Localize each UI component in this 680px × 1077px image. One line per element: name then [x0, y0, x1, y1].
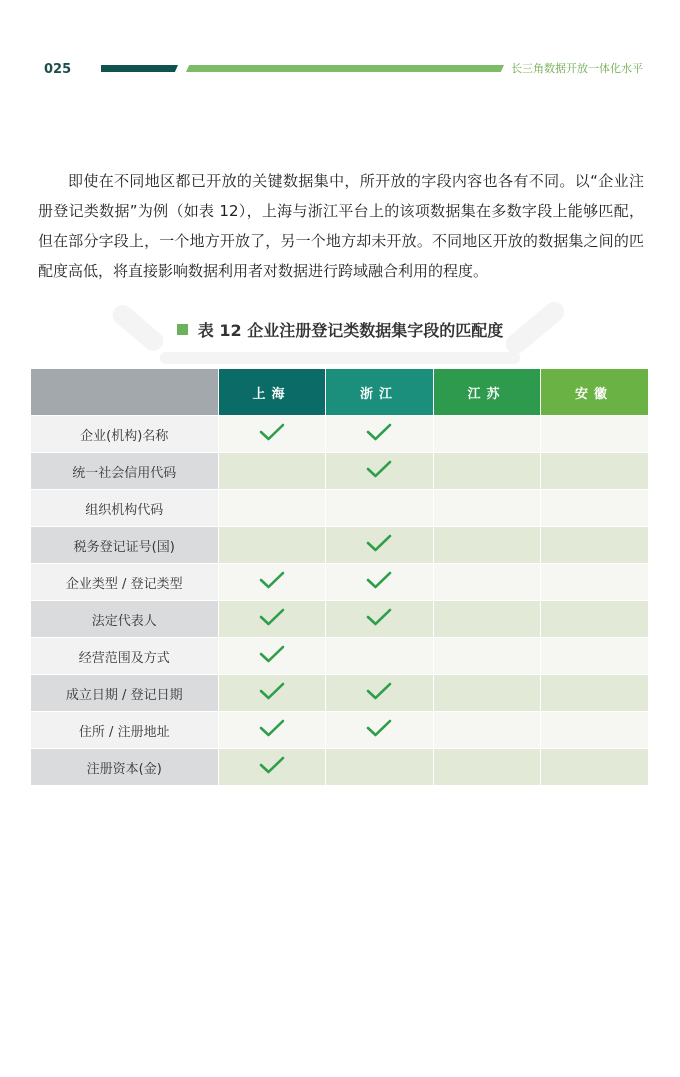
- header-bar-green: [186, 65, 504, 72]
- table-row: [31, 527, 648, 564]
- table-row: [31, 712, 648, 749]
- checkmark-icon: [259, 607, 285, 627]
- table-row: [31, 453, 648, 490]
- checkmark-icon: [366, 422, 392, 442]
- table-row: [31, 490, 648, 527]
- match-cell: [325, 490, 433, 527]
- field-name-cell: 组织机构代码: [31, 490, 218, 527]
- table-row: [31, 601, 648, 638]
- match-cell: [433, 527, 540, 564]
- match-cell: [218, 416, 325, 453]
- match-cell: [433, 564, 540, 601]
- match-cell: [218, 490, 325, 527]
- field-name-cell: 经营范围及方式: [31, 638, 218, 675]
- caption-square-icon: [177, 324, 188, 335]
- header-title: 长三角数据开放一体化水平: [511, 62, 643, 75]
- match-cell: [325, 564, 433, 601]
- checkmark-icon: [259, 755, 285, 775]
- match-cell: [218, 675, 325, 712]
- match-cell: [433, 749, 540, 786]
- table-caption-text: 表 12 企业注册登记类数据集字段的匹配度: [197, 321, 504, 340]
- match-cell: [325, 749, 433, 786]
- match-cell: [540, 564, 648, 601]
- checkmark-icon: [259, 644, 285, 664]
- table-body: [31, 416, 648, 786]
- match-cell: [540, 675, 648, 712]
- match-cell: [218, 601, 325, 638]
- checkmark-icon: [366, 607, 392, 627]
- checkmark-icon: [259, 718, 285, 738]
- field-name-cell: 税务登记证号(国): [31, 527, 218, 564]
- checkmark-icon: [366, 459, 392, 479]
- table-row: [31, 564, 648, 601]
- table-row: [31, 675, 648, 712]
- match-cell: [540, 416, 648, 453]
- checkmark-icon: [259, 681, 285, 701]
- match-cell: [433, 490, 540, 527]
- match-cell: [433, 453, 540, 490]
- match-cell: [325, 527, 433, 564]
- table-row: [31, 638, 648, 675]
- field-name-cell: 企业(机构)名称: [31, 416, 218, 453]
- match-cell: [218, 527, 325, 564]
- match-cell: [540, 527, 648, 564]
- table-row: [31, 749, 648, 786]
- field-name-cell: 成立日期 / 登记日期: [31, 675, 218, 712]
- table-row: [31, 416, 648, 453]
- page-number: 025: [44, 62, 72, 77]
- checkmark-icon: [366, 718, 392, 738]
- header-bar-dark: [101, 65, 178, 72]
- match-cell: [218, 712, 325, 749]
- match-cell: [433, 416, 540, 453]
- table-caption: [0, 318, 680, 341]
- match-cell: [540, 749, 648, 786]
- match-cell: [540, 490, 648, 527]
- match-cell: [218, 564, 325, 601]
- table-corner-cell: [31, 369, 218, 416]
- match-cell: [433, 675, 540, 712]
- match-cell: [325, 416, 433, 453]
- match-cell: [540, 712, 648, 749]
- column-header-zhejiang: 浙江: [325, 369, 433, 416]
- field-name-cell: 统一社会信用代码: [31, 453, 218, 490]
- match-cell: [433, 601, 540, 638]
- checkmark-icon: [366, 533, 392, 553]
- match-cell: [218, 749, 325, 786]
- column-header-shanghai: 上海: [218, 369, 325, 416]
- checkmark-icon: [366, 681, 392, 701]
- match-cell: [325, 712, 433, 749]
- field-name-cell: 住所 / 注册地址: [31, 712, 218, 749]
- match-cell: [540, 638, 648, 675]
- match-cell: [218, 453, 325, 490]
- table-header-row: [31, 369, 648, 416]
- match-cell: [218, 638, 325, 675]
- match-cell: [325, 601, 433, 638]
- watermark-shape: [160, 352, 520, 364]
- match-cell: [540, 601, 648, 638]
- column-header-jiangsu: 江苏: [433, 369, 540, 416]
- match-cell: [325, 453, 433, 490]
- field-name-cell: 企业类型 / 登记类型: [31, 564, 218, 601]
- field-match-table: [31, 369, 649, 786]
- checkmark-icon: [366, 570, 392, 590]
- field-name-cell: 法定代表人: [31, 601, 218, 638]
- match-cell: [540, 453, 648, 490]
- field-name-cell: 注册资本(金): [31, 749, 218, 786]
- body-paragraph: 即使在不同地区都已开放的关键数据集中，所开放的字段内容也各有不同。以“企业注册登记类数据”为例（如表 12），上海与浙江平台上的该项数据集在多数字段上能够匹配，但在部分字段上，一个地方开放了，另一个地方却未开放。不同地区开放的数据集之间的匹配度高低，将直接影响数据利用者对数据进行跨域融合利用的程度。: [38, 172, 644, 280]
- match-cell: [433, 712, 540, 749]
- match-cell: [433, 638, 540, 675]
- checkmark-icon: [259, 422, 285, 442]
- match-cell: [325, 675, 433, 712]
- checkmark-icon: [259, 570, 285, 590]
- column-header-anhui: 安徽: [540, 369, 648, 416]
- match-cell: [325, 638, 433, 675]
